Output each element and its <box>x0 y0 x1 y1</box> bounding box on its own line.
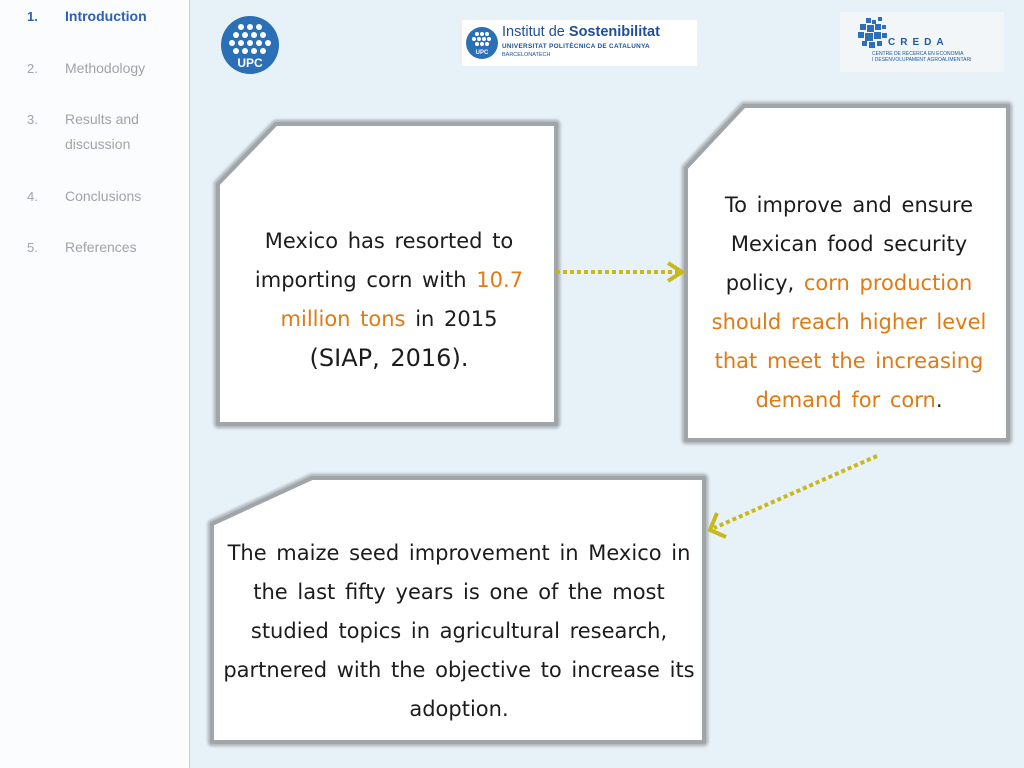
sostenibilitat-title: Institut de Sostenibilitat <box>502 24 660 40</box>
arrow-down-left-icon <box>710 456 877 537</box>
sidebar-item-label: Methodology <box>65 60 146 76</box>
card-1-text: Mexico has resorted to importing corn with 10.7 million tons in 2015 (SIAP, 2016). <box>254 229 524 372</box>
arrow-right-icon <box>556 263 682 281</box>
creda-subtitle: CENTRE DE RECERCA EN ECONOMIA <box>872 51 964 57</box>
sidebar-item-label: Results and discussion <box>65 111 139 152</box>
upc-logo-text: UPC <box>237 56 263 70</box>
sidebar-item-number: 1. <box>27 9 38 24</box>
sidebar-item-number: 5. <box>27 240 38 255</box>
sidebar-item-number: 4. <box>27 189 38 204</box>
card-2-text: To improve and ensure Mexican food security policy, corn production should reach higher level that meet the increasing demand for corn. <box>711 193 987 412</box>
sidebar-item-label: Conclusions <box>65 188 142 204</box>
svg-text:UPC: UPC <box>475 50 489 56</box>
card-3-text: The maize seed improvement in Mexico in the last fifty years is one of the most studied topics in agricultural research, partnered with the objective to increase its adoption. <box>223 541 695 721</box>
creda-name: CREDA <box>888 37 949 48</box>
card-1-citation: (SIAP, 2016). <box>309 344 469 372</box>
creda-subtitle-2: I DESENVOLUPAMENT AGROALIMENTARI <box>872 57 972 63</box>
sidebar-item-label: Introduction <box>65 8 147 24</box>
sostenibilitat-subtitle: UNIVERSITAT POLITÈCNICA DE CATALUNYA <box>502 43 650 50</box>
sostenibilitat-subtitle-2: BARCELONATECH <box>502 52 551 58</box>
sidebar-item-number: 2. <box>27 61 38 76</box>
sidebar-item-label: References <box>65 239 137 255</box>
sidebar-item-number: 3. <box>27 112 38 127</box>
card-1-highlight: 10.7 million tons <box>280 268 524 331</box>
card-2-highlight: corn production should reach higher level that meet the increasing demand for corn <box>711 271 987 412</box>
